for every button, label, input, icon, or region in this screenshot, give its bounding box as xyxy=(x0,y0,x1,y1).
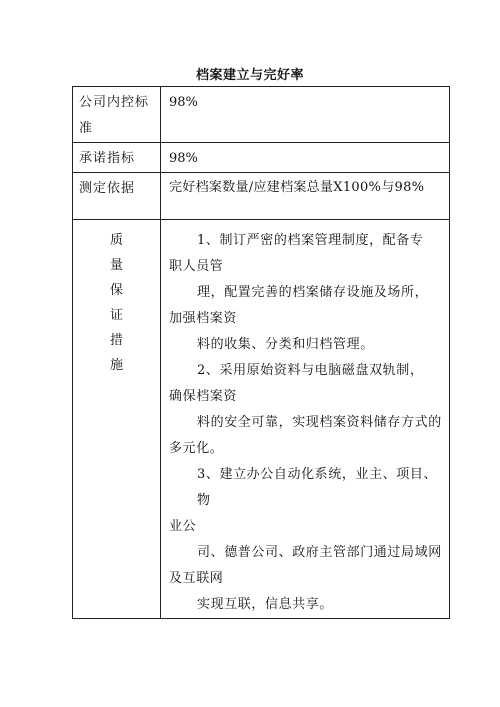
table-cell-label xyxy=(73,173,161,220)
table-cell-label xyxy=(73,87,161,143)
table-row xyxy=(73,220,450,619)
table-cell-value xyxy=(161,220,450,619)
row-value-basis: 完好档案数量/应建档案总量X100%与98% xyxy=(169,180,425,195)
measure-line: 业公 xyxy=(169,519,197,534)
row-label-internal-standard: 公司内控标准 xyxy=(79,95,150,136)
table-cell-value xyxy=(161,87,450,143)
measure-line: 料的收集、分类和归档管理。 xyxy=(197,337,374,352)
measure-line: 职人员管 xyxy=(169,259,224,274)
measure-line: 及互联网 xyxy=(169,571,224,586)
label-char: 证 xyxy=(109,308,123,323)
measure-line: 司、德普公司、政府主管部门通过局域网 xyxy=(197,545,442,560)
quality-measures-text xyxy=(161,220,449,618)
table-row xyxy=(73,87,450,143)
measure-line: 多元化。 xyxy=(169,441,224,456)
measure-line: 确保档案资 xyxy=(169,389,238,404)
label-char: 措 xyxy=(109,333,123,348)
quality-measures-label xyxy=(73,220,160,378)
row-value-commitment: 98% xyxy=(169,151,198,166)
table-cell-label xyxy=(73,220,161,619)
label-char: 质 xyxy=(109,233,123,248)
table-cell-label xyxy=(73,143,161,173)
measure-line: 理，配置完善的档案储存设施及场所， xyxy=(197,285,429,300)
document-title: 档案建立与完好率 xyxy=(195,68,304,83)
measure-line: 2、采用原始资料与电脑磁盘双轨制， xyxy=(197,363,424,378)
label-char: 量 xyxy=(109,258,123,273)
measure-line: 加强档案资 xyxy=(169,311,238,326)
row-label-basis: 测定依据 xyxy=(79,181,136,196)
measure-line: 料的安全可靠，实现档案资料储存方式的 xyxy=(197,415,442,430)
label-char: 施 xyxy=(109,358,123,373)
measure-line: 实现互联，信息共享。 xyxy=(197,597,334,612)
archive-standards-table xyxy=(72,86,450,619)
measure-line: 3、建立办公自动化系统，业主、项目、物 xyxy=(197,467,438,508)
table-cell-value xyxy=(161,143,450,173)
measure-line: 1、制订严密的档案管理制度，配备专 xyxy=(197,233,424,248)
table-row xyxy=(73,173,450,220)
table-row xyxy=(73,143,450,173)
row-value-internal-standard: 98% xyxy=(169,95,198,110)
row-label-commitment: 承诺指标 xyxy=(79,151,136,166)
label-char: 保 xyxy=(109,283,123,298)
table-cell-value xyxy=(161,173,450,220)
